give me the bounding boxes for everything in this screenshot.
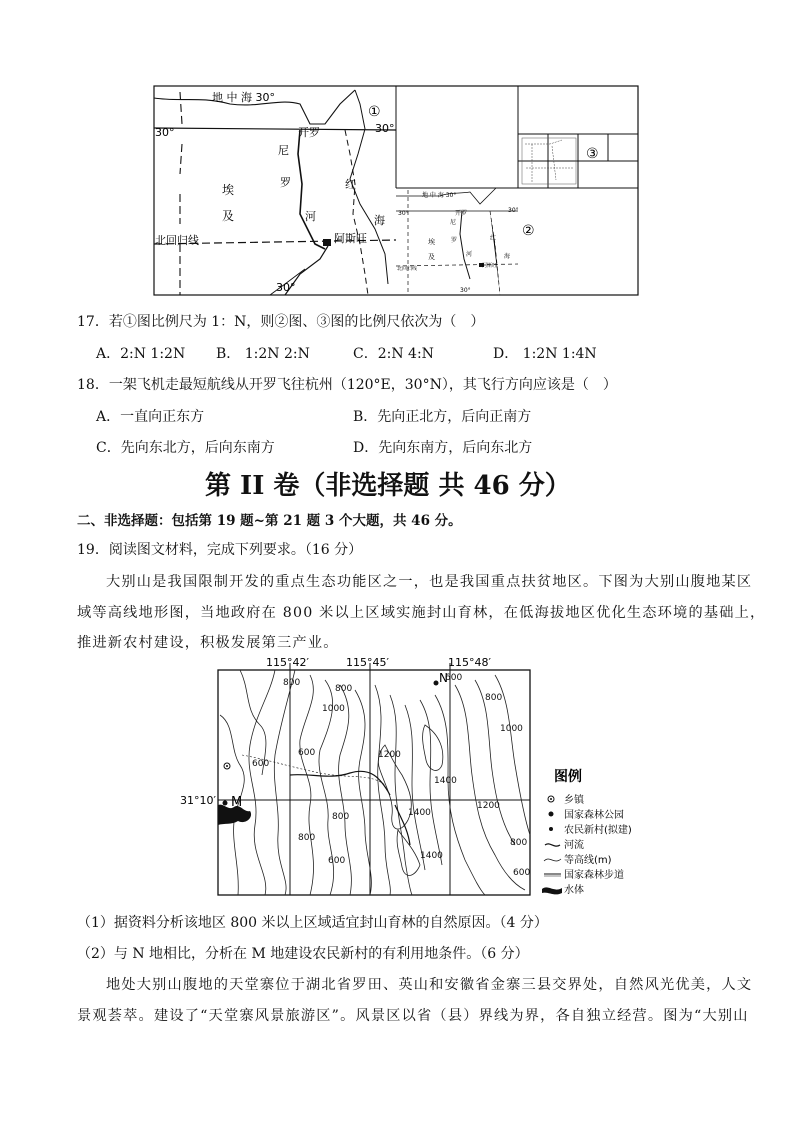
q19-para2-line2: 景观荟萃。建设了“天堂寨风景旅游区”。风景区以省（县）界线为界，各自独立经营。图为“大别山 <box>77 1008 749 1024</box>
q19-sub1: （1）据资料分析该地区 800 米以上区域适宜封山育林的自然原因。（4 分） <box>77 915 548 931</box>
q17-option-a[interactable]: A．2:N 1:2N <box>96 346 186 362</box>
n-point-symbol <box>434 681 439 686</box>
contour-label: 800 <box>283 678 301 688</box>
lon-label-2: 115°45′ <box>346 656 389 669</box>
contour-label: 800 <box>298 833 316 843</box>
label-lat30-right: 30° <box>375 122 395 135</box>
legend-item-forest-park: 国家森林公园 <box>564 810 624 821</box>
contour-label: 800 <box>510 838 528 848</box>
contour-label: 1000 <box>500 724 523 734</box>
m-point-symbol <box>223 801 228 806</box>
contour-lines <box>220 670 530 895</box>
legend-title: 图例 <box>554 769 582 785</box>
q18-option-a[interactable]: A．一直向正东方 <box>96 409 205 425</box>
map-1 <box>154 90 396 295</box>
label-ni: 尼 <box>278 144 289 157</box>
small-label-tropic: 北回归线 <box>397 266 418 272</box>
section-subtitle: 二、非选择题：包括第 19 题~第 21 题 3 个大题，共 46 分。 <box>77 513 462 529</box>
small-label-ni: 尼 <box>450 219 457 226</box>
small-label-lon30: 30° <box>460 287 471 294</box>
contour-label: 1400 <box>420 851 443 861</box>
label-ai: 埃 <box>222 183 235 197</box>
legend <box>542 768 632 896</box>
small-label-lat30-left: 30° <box>398 210 409 217</box>
section-title: 第 II 卷（非选择题 共 46 分） <box>205 471 571 501</box>
small-label-lat30-right: 30° <box>508 207 519 214</box>
label-cairo: 开罗 <box>298 126 320 139</box>
label-he: 河 <box>305 210 316 223</box>
label-aswan: 阿斯旺 <box>334 232 367 245</box>
small-label-ji: 及 <box>428 253 435 261</box>
q19-para1-line3: 推进新农村建设，积极发展第三产业。 <box>77 635 339 651</box>
q17-option-b[interactable]: B． 1:2N 2:N <box>216 346 310 362</box>
label-hai: 海 <box>374 214 385 227</box>
q17-option-d[interactable]: D． 1:2N 1:4N <box>493 346 597 362</box>
legend-item-contour: 等高线(m) <box>564 855 612 866</box>
q18-option-d[interactable]: D．先向东南方，后向东北方 <box>353 440 533 456</box>
contour-label: 1400 <box>408 808 431 818</box>
label-circle-3: ③ <box>586 146 599 162</box>
legend-item-river: 河流 <box>564 840 584 851</box>
legend-item-new-village: 农民新村(拟建) <box>564 825 632 836</box>
small-label-cairo: 开罗 <box>455 210 468 217</box>
lon-label-1: 115°42′ <box>266 656 309 669</box>
q18-option-b[interactable]: B．先向正北方，后向正南方 <box>353 409 532 425</box>
legend-item-town: 乡镇 <box>564 795 584 806</box>
contour-label: 1000 <box>322 704 345 714</box>
contour-label: 600 <box>445 673 463 683</box>
label-hong: 红 <box>345 178 356 191</box>
q19-para1-line1: 大别山是我国限制开发的重点生态功能区之一，也是我国重点扶贫地区。下图为大别山腹地某区 <box>106 574 753 590</box>
label-lon30: 30° <box>276 281 296 294</box>
small-label-ai: 埃 <box>428 238 435 246</box>
small-label-luo: 罗 <box>451 237 458 244</box>
contour-label: 1200 <box>477 801 500 811</box>
contour-label: 600 <box>252 759 270 769</box>
label-med: 地 中 海 30° <box>212 91 275 104</box>
contour-label: 800 <box>332 812 350 822</box>
q19-para1-line2: 域等高线地形图，当地政府在 800 米以上区域实施封山育林，在低海拔地区优化生态环境的基础上， <box>77 605 766 621</box>
point-n-label: N <box>439 671 448 685</box>
label-circle-2: ② <box>522 223 535 239</box>
point-m-label: M <box>231 795 243 810</box>
q19-stem: 19．阅读图文材料，完成下列要求。（16 分） <box>77 542 363 558</box>
contour-label: 1400 <box>434 776 457 786</box>
contour-label: 1200 <box>378 750 401 760</box>
lon-label-3: 115°48′ <box>448 656 491 669</box>
small-label-aswan: 阿斯旺 <box>482 263 498 269</box>
label-tropic: 北回归线 <box>155 234 199 247</box>
contour-map-figure <box>180 655 650 900</box>
q18-stem: 18．一架飞机走最短航线从开罗飞往杭州（120°E，30°N），其飞行方向应该是（ ） <box>77 377 617 393</box>
small-label-he: 河 <box>466 251 473 258</box>
small-label-hai: 海 <box>504 253 511 260</box>
small-label-med: 地 中 海 30° <box>422 192 457 199</box>
label-luo: 罗 <box>280 176 291 189</box>
q19-sub2: （2）与 N 地相比，分析在 M 地建设农民新村的有利用地条件。（6 分） <box>77 946 529 962</box>
label-circle-1: ① <box>368 104 381 120</box>
label-lat30-left: 30° <box>155 126 175 139</box>
q19-para2-line1: 地处大别山腹地的天堂寨位于湖北省罗田、英山和安徽省金寨三县交界处，自然风光优美，人文 <box>106 977 753 993</box>
q17-stem: 17．若①图比例尺为 1：N，则②图、③图的比例尺依次为（ ） <box>77 314 485 330</box>
contour-label: 600 <box>513 868 531 878</box>
contour-label: 600 <box>298 748 316 758</box>
label-ji: 及 <box>222 209 235 223</box>
egypt-map-figure <box>150 84 645 299</box>
contour-label: 800 <box>335 684 353 694</box>
q17-option-c[interactable]: C．2:N 4:N <box>353 346 434 362</box>
lat-label: 31°10′ <box>180 794 216 807</box>
contour-label: 600 <box>328 856 346 866</box>
contour-label: 800 <box>485 693 503 703</box>
small-label-hong: 红 <box>490 235 497 242</box>
legend-item-water: 水体 <box>564 885 584 896</box>
legend-item-trail: 国家森林步道 <box>564 870 624 881</box>
q18-option-c[interactable]: C．先向东北方，后向东南方 <box>96 440 275 456</box>
